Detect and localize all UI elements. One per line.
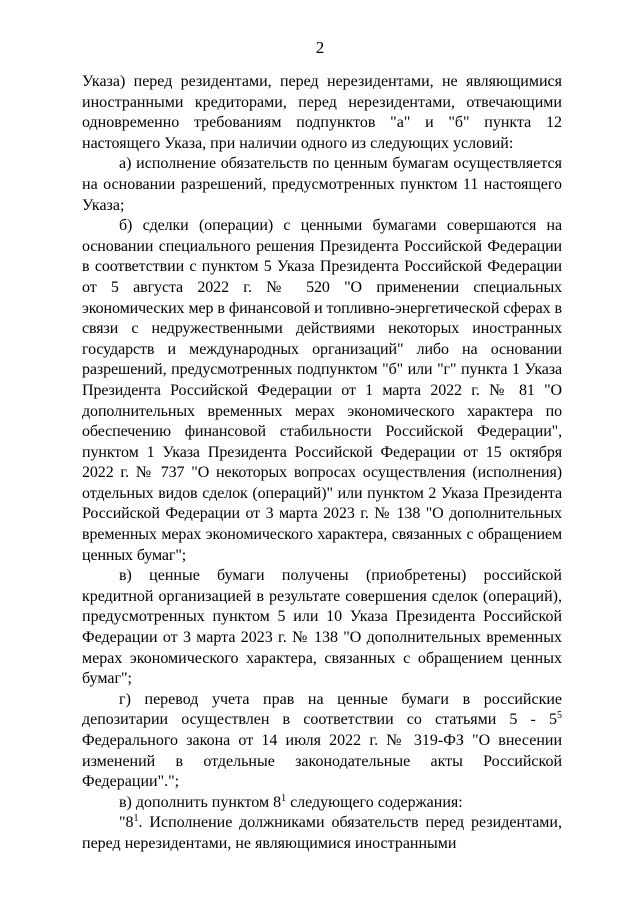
paragraph-item-g-text: г) перевод учета прав на ценные бумаги в российские депозитарии осуществлен в соответствии со статьями 5 - 5	[82, 690, 562, 729]
paragraph-add-point-text-end: следующего содержания:	[286, 793, 463, 811]
paragraph-item-g	[82, 690, 562, 793]
superscript-1: 1	[281, 792, 287, 804]
paragraph-intro: Указа) перед резидентами, перед нерезидентами, не являющимися иностранными кредиторами, перед нерезидентами, отвечающими одновременно требованиям подпунктов "а" и "б" пункта 12 настоящего Указа, при наличии одного из следующих условий:	[82, 73, 562, 152]
document-body	[82, 72, 562, 855]
paragraph-add-point-text: в) дополнить пунктом 8	[119, 793, 282, 811]
superscript-1: 1	[133, 813, 139, 825]
paragraph-item-v: в) ценные бумаги получены (приобретены) российской кредитной организацией в результате совершения сделок (операций), предусмотренных пунктом 5 или 10 Указа Президента Российской Федерации от 3 марта 2023 г. № 138 "О дополнительных временных мерах экономического характера, связанных с обращением ценных бумаг";	[82, 567, 562, 688]
page-number: 2	[315, 38, 325, 57]
superscript-5: 5	[557, 710, 562, 722]
paragraph-item-b: б) сделки (операции) с ценными бумагами совершаются на основании специального решения Президента Российской Федерации в соответствии с пунктом 5 Указа Президента Российской Федерации от 5 августа 2022 г. № 520 "О применении специальных экономических мер в финансовой и топливно-энергетической сферах в связи с недружественными действиями некоторых иностранных государств и международных организаций" либо на основании разрешений, предусмотренных подпунктом "б" или "г" пункта 1 Указа Президента Российской Федерации от 1 марта 2022 г. № 81 "О дополнительных временных мерах экономического характера по обеспечению финансовой стабильности Российской Федерации", пунктом 1 Указа Президента Российской Федерации от 15 октября 2022 г. № 737 "О некоторых вопросах осуществления (исполнения) отдельных видов сделок (операций)" или пунктом 2 Указа Президента Российской Федерации от 3 марта 2023 г. № 138 "О дополнительных временных мерах экономического характера, связанных с обращением ценных бумаг";	[82, 217, 562, 564]
paragraph-point-8-1-text-end: . Исполнение должниками обязательств перед резидентами, перед нерезидентами, не являющимися иностранными	[82, 814, 562, 852]
paragraph-add-point	[82, 793, 562, 814]
paragraph-item-a: а) исполнение обязательств по ценным бумагам осуществляется на основании разрешений, предусмотренных пунктом 11 настоящего Указа;	[82, 155, 562, 214]
paragraph-point-8-1	[82, 813, 562, 854]
paragraph-point-8-1-text: "8	[119, 814, 134, 832]
paragraph-item-g-text-end: Федерального закона от 14 июля 2022 г. № 319-ФЗ "О внесении изменений в отдельные законодательные акты Российской Федерации".";	[82, 732, 562, 791]
